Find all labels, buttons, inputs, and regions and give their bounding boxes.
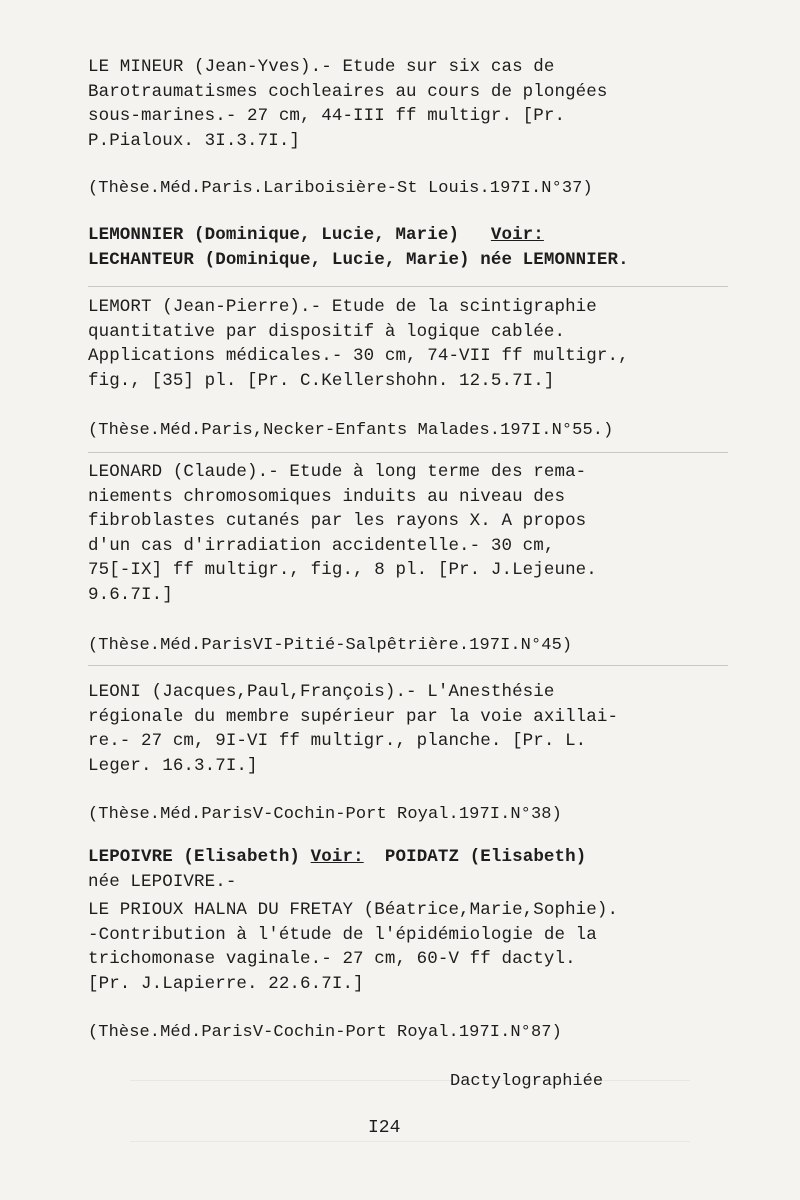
divider — [88, 665, 728, 666]
entry-reference — [88, 419, 728, 444]
entry-line: LEONI (Jacques,Paul,François).- L'Anesthésie — [88, 682, 555, 702]
divider — [88, 286, 728, 287]
entry-lemort — [88, 295, 728, 393]
entry-line: 75[-IX] ff multigr., fig., 8 pl. [Pr. J.Lejeune. — [88, 560, 597, 580]
entry-line: Applications médicales.- 30 cm, 74-VII ff multigr., — [88, 346, 629, 366]
entry-le-mineur — [88, 55, 728, 153]
entry-lepoivre-see-also — [88, 845, 728, 894]
entry-name: LEMONNIER (Dominique, Lucie, Marie) — [88, 225, 460, 245]
entry-lemonnier-see-also — [88, 223, 728, 272]
entry-line: fig., [35] pl. [Pr. C.Kellershohn. 12.5.7I.] — [88, 370, 555, 391]
voir-label: Voir: — [490, 225, 544, 245]
entry-line: LE MINEUR (Jean-Yves).- Etude sur six cas de — [88, 57, 555, 77]
entry-line: P.Pialoux. 3I.3.7I.] — [88, 130, 301, 151]
page-number: I24 — [368, 1118, 401, 1138]
entry-leonard — [88, 460, 728, 607]
reference-line: (Thèse.Méd.ParisV-Cochin-Port Royal.197I.N°38) — [88, 805, 562, 824]
entry-line: -Contribution à l'étude de l'épidémiologie de la — [88, 924, 597, 945]
entry-reference — [88, 634, 728, 659]
entry-line: niements chromosomiques induits au niveau des — [88, 486, 566, 507]
entry-line: [Pr. J.Lapierre. 22.6.7I.] — [88, 973, 364, 994]
reference-line: (Thèse.Méd.Paris.Lariboisière-St Louis.197I.N°37) — [88, 179, 593, 198]
entry-reference — [88, 177, 728, 202]
entry-line: 9.6.7I.] — [88, 584, 173, 605]
reference-line: (Thèse.Méd.ParisVI-Pitié-Salpêtrière.197I.N°45) — [88, 636, 573, 655]
entry-reference — [88, 803, 728, 828]
reference-line: (Thèse.Méd.Paris,Necker-Enfants Malades.197I.N°55.) — [88, 421, 614, 440]
divider — [88, 452, 728, 453]
reference-line: (Thèse.Méd.ParisV-Cochin-Port Royal.197I.N°87) — [88, 1023, 562, 1042]
entry-line: fibroblastes cutanés par les rayons X. A propos — [88, 511, 587, 531]
entry-line — [88, 223, 728, 248]
entry-line: Leger. 16.3.7I.] — [88, 755, 258, 776]
bleed-through-shadow — [130, 1080, 690, 1142]
footer-note: Dactylographiée — [450, 1072, 604, 1091]
voir-label: Voir: — [310, 847, 364, 867]
entry-line: trichomonase vaginale.- 27 cm, 60-V ff dactyl. — [88, 949, 576, 969]
entry-line: LEONARD (Claude).- Etude à long terme des rema- — [88, 462, 587, 482]
entry-reference — [88, 1021, 728, 1046]
entry-line: d'un cas d'irradiation accidentelle.- 30 cm, — [88, 535, 555, 556]
entry-line: régionale du membre supérieur par la voie axillai- — [88, 706, 619, 727]
entry-name: LEPOIVRE (Elisabeth) — [88, 847, 301, 867]
entry-line: LE PRIOUX HALNA DU FRETAY (Béatrice,Marie,Sophie). — [88, 900, 619, 920]
entry-leoni — [88, 680, 728, 778]
entry-line: née LEPOIVRE.- — [88, 871, 237, 892]
see-also-target: POIDATZ (Elisabeth) — [384, 847, 587, 867]
entry-line — [88, 845, 728, 870]
entry-line: Barotraumatismes cochleaires au cours de plongées — [88, 81, 608, 102]
entry-line: quantitative par dispositif à logique cablée. — [88, 321, 566, 342]
entry-line: LEMORT (Jean-Pierre).- Etude de la scintigraphie — [88, 297, 597, 317]
entry-line: LECHANTEUR (Dominique, Lucie, Marie) née LEMONNIER. — [88, 249, 629, 270]
entry-le-prioux — [88, 898, 728, 996]
entry-line: re.- 27 cm, 9I-VI ff multigr., planche. [Pr. L. — [88, 731, 587, 751]
entry-line: sous-marines.- 27 cm, 44-III ff multigr. [Pr. — [88, 106, 566, 126]
